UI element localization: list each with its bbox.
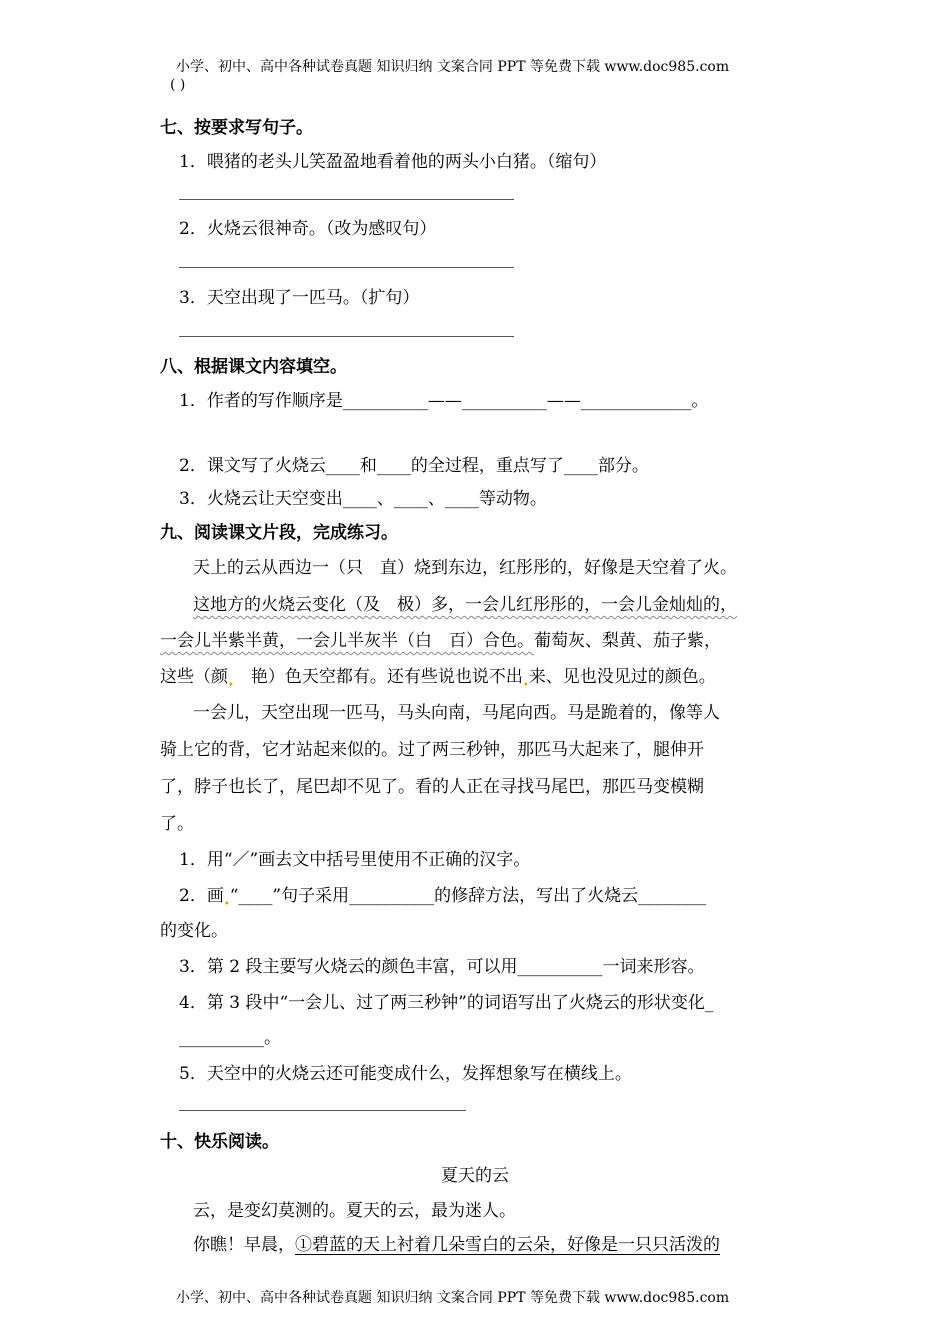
- story-paragraph-2: [193, 1230, 720, 1255]
- s7-question-2: 2．火烧云很神奇。（改为感叹句）: [179, 219, 437, 239]
- section-10-title: 十、快乐阅读。: [160, 1132, 279, 1152]
- passage-paragraph-2-line-2: [160, 626, 721, 651]
- s9-question-2-cont: 的变化。: [160, 921, 228, 941]
- s8-question-1: 1．作者的写作顺序是__________——__________——_____________。: [179, 391, 709, 411]
- s9-question-4-cont: __________。: [179, 1028, 281, 1048]
- passage-paragraph-3-line-4: 了。: [160, 814, 194, 834]
- passage-paragraph-2-line-1: 这地方的火烧云变化（及 极）多，一会儿红彤彤的，一会儿金灿灿的，: [193, 595, 737, 615]
- section-8-title: 八、根据课文内容填空。: [160, 357, 347, 377]
- text-fragment: 来、见也没见过的颜色。: [528, 667, 716, 687]
- passage-paragraph-2-line-3: [160, 662, 716, 691]
- emphasis-dot-icon: •: [223, 899, 230, 910]
- underlined-sentence: ①碧蓝的天上衬着几朵雪白的云朵，好像是一只只活泼的: [295, 1235, 720, 1255]
- text-fragment: 2．画: [179, 886, 224, 906]
- text-fragment: “____”句子采用__________的修辞方法，写出了火烧云________: [229, 886, 707, 906]
- answer-line: [179, 1110, 466, 1111]
- s9-question-4: 4．第 3 段中“一会儿、过了两三秒钟”的词语写出了火烧云的形状变化_: [179, 993, 714, 1013]
- page-header: 小学、初中、高中各种试卷真题 知识归纳 文案合同 PPT 等免费下载 www.doc985.com: [176, 59, 730, 75]
- emphasis-dot-icon: •: [522, 680, 529, 691]
- text-fragment: 这些（颜: [160, 667, 228, 687]
- answer-line: [179, 267, 514, 268]
- story-paragraph-1: 云，是变幻莫测的。夏天的云，最为迷人。: [193, 1201, 516, 1221]
- story-title: 夏天的云: [441, 1166, 509, 1186]
- passage-paragraph-3-line-2: 骑上它的背，它才站起来似的。过了两三秒钟，那匹马大起来了，腿伸开: [160, 740, 704, 760]
- passage-paragraph-1: 天上的云从西边一（只 直）烧到东边，红彤彤的，好像是天空着了火。: [193, 558, 737, 578]
- s9-question-5: 5．天空中的火烧云还可能变成什么，发挥想象写在横线上。: [179, 1064, 632, 1084]
- s9-question-2: [179, 881, 706, 910]
- s9-question-1: 1．用“／”画去文中括号里使用不正确的汉字。: [179, 850, 531, 870]
- text-fragment: 你瞧！早晨，: [193, 1235, 295, 1255]
- s8-question-2: 2．课文写了火烧云____和____的全过程，重点写了____部分。: [179, 456, 649, 476]
- color-list: 葡萄灰、梨黄、茄子紫，: [534, 631, 721, 651]
- passage-paragraph-3-line-1: 一会儿，天空出现一匹马，马头向南，马尾向西。马是跪着的，像等人: [193, 703, 720, 723]
- text-fragment: 艳）色天空都有。还有些说也说不出: [250, 667, 523, 687]
- s8-question-3: 3．火烧云让天空变出____、____、____等动物。: [179, 489, 547, 509]
- s7-question-3: 3．天空出现了一匹马。（扩句）: [179, 288, 420, 308]
- answer-line: [179, 199, 514, 200]
- page-footer: 小学、初中、高中各种试卷真题 知识归纳 文案合同 PPT 等免费下载 www.doc985.com: [176, 1290, 730, 1306]
- section-7-title: 七、按要求写句子。: [160, 118, 313, 138]
- s7-question-1: 1．喂猪的老头儿笑盈盈地看着他的两头小白猪。（缩句）: [179, 152, 607, 172]
- s9-question-3: 3．第 2 段主要写火烧云的颜色丰富，可以用__________一词来形容。: [179, 957, 705, 977]
- passage-paragraph-3-line-3: 了，脖子也长了，尾巴却不见了。看的人正在寻找马尾巴，那匹马变模糊: [160, 777, 704, 797]
- header-paren: ( ): [170, 77, 186, 93]
- answer-line: [179, 336, 514, 337]
- wavy-underlined-sentence: 一会儿半紫半黄，一会儿半灰半（白 百）合色。: [160, 631, 534, 651]
- section-9-title: 九、阅读课文片段，完成练习。: [160, 523, 398, 543]
- emphasis-dot-icon: •: [228, 680, 234, 691]
